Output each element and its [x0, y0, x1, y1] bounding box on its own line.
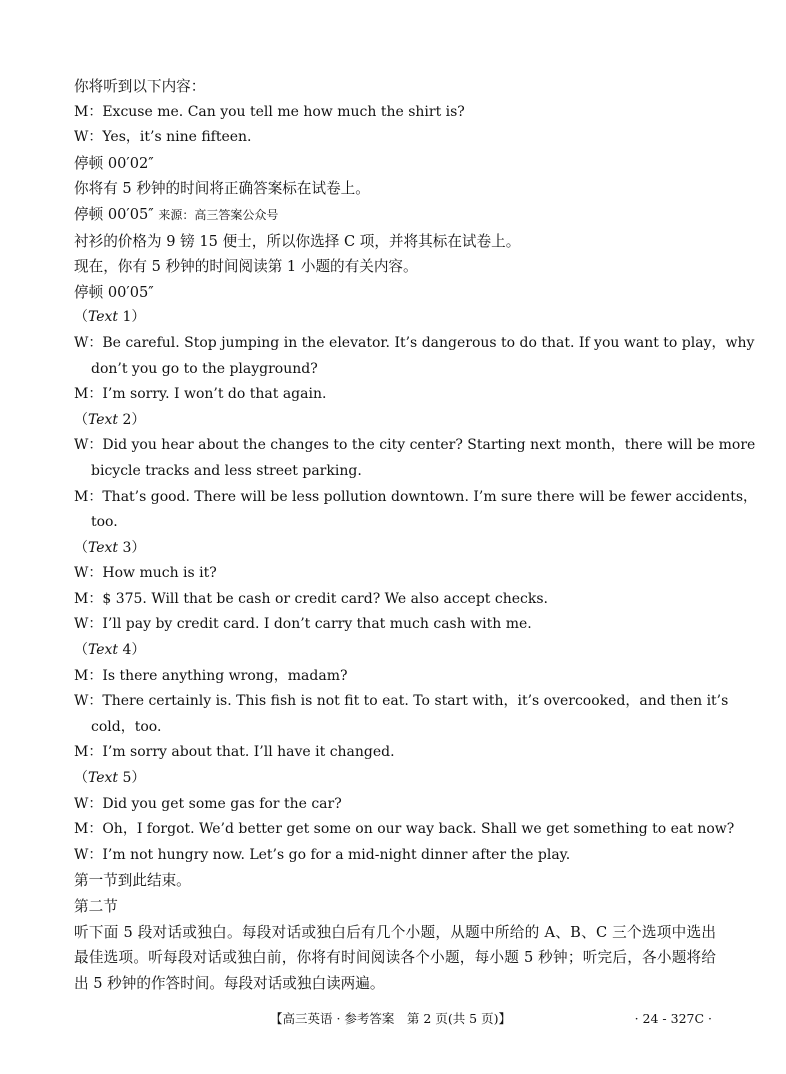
- instruction-line-2: 现在，你有 5 秒钟的时间阅读第 1 小题的有关内容。: [74, 258, 418, 276]
- text-label-open: （: [74, 539, 88, 556]
- intro-line: 你将听到以下内容：: [74, 78, 206, 95]
- pause-line-2: [74, 202, 720, 229]
- footer-page-info: 【高三英语 · 参考答案 第 2 页(共 5 页)】: [270, 1011, 511, 1026]
- text-label-number: 5）: [118, 770, 146, 787]
- pause-2-text: 停顿 00′05″: [74, 205, 154, 223]
- dialogue-line: too.: [91, 514, 118, 531]
- dialogue-line: M：Oh，I forgot. We’d better get some on our way back. Shall we get something to eat now?: [74, 821, 735, 838]
- dialogue-line: bicycle tracks and less street parking.: [91, 462, 362, 479]
- dialogue-line: M：That’s good. There will be less pollution downtown. I’m sure there will be fewer accidents，: [74, 488, 758, 505]
- dialogue-line: cold，too.: [91, 718, 162, 735]
- dialogue-line: M：I’m sorry. I won’t do that again.: [74, 386, 327, 403]
- page-footer: [0, 1009, 786, 1029]
- text-label-number: 2）: [118, 411, 146, 428]
- dialogue-texts: [74, 305, 758, 868]
- example-woman-line: W：Yes，it’s nine fifteen.: [74, 129, 252, 146]
- text-label-open: （: [74, 309, 88, 326]
- text-label-open: （: [74, 770, 88, 787]
- instruction-line-1: 你将有 5 秒钟的时间将正确答案标在试卷上。: [74, 180, 370, 198]
- dialogue-line: W：How much is it?: [74, 565, 217, 582]
- footer-code: · 24 - 327C ·: [634, 1011, 712, 1026]
- dialogue-line: M：I’m sorry about that. I’ll have it changed.: [74, 744, 395, 761]
- section-2-instructions: 听下面 5 段对话或独白。每段对话或独白后有几个小题，从题中所给的 A、B、C 三个选项中选出最佳选项。听每段对话或独白前，你将有时间阅读各个小题，每小题 5 秒钟；听完后，各小题将给出 5 秒钟的作答时间。每段对话或独白读两遍。: [74, 923, 716, 992]
- text-label-open: （: [74, 642, 88, 659]
- text-label-number: 3）: [118, 539, 146, 556]
- dialogue-line: W：I’m not hungry now. Let’s go for a mid-night dinner after the play.: [74, 846, 571, 863]
- document-body: [74, 74, 758, 996]
- pause-line-3: 停顿 00′05″: [74, 283, 154, 301]
- text-label-2: [74, 408, 720, 434]
- text-label-word: Text: [88, 770, 119, 787]
- dialogue-line: M：$ 375. Will that be cash or credit card? We also accept checks.: [74, 590, 548, 607]
- section-2-title: 第二节: [74, 898, 118, 915]
- pause-line-1: 停顿 00′02″: [74, 154, 154, 172]
- example-answer-line: 衬衫的价格为 9 镑 15 便士，所以你选择 C 项，并将其标在试卷上。: [74, 232, 521, 250]
- text-label-open: （: [74, 411, 88, 428]
- text-label-5: [74, 766, 720, 792]
- dialogue-line: don’t you go to the playground?: [91, 360, 318, 377]
- text-label-word: Text: [88, 309, 119, 326]
- text-label-number: 4）: [118, 642, 146, 659]
- text-label-4: [74, 638, 720, 664]
- source-note: 来源：高三答案公众号: [158, 207, 279, 222]
- dialogue-line: W：Did you hear about the changes to the city center? Starting next month，there will be more: [74, 437, 756, 454]
- dialogue-line: W：Be careful. Stop jumping in the elevator. It’s dangerous to do that. If you want to play，why: [74, 334, 755, 351]
- example-man-line: M：Excuse me. Can you tell me how much the shirt is?: [74, 103, 465, 120]
- dialogue-line: M：Is there anything wrong，madam?: [74, 667, 348, 684]
- dialogue-line: W：I’ll pay by credit card. I don’t carry that much cash with me.: [74, 616, 532, 633]
- text-label-3: [74, 536, 720, 562]
- text-label-word: Text: [88, 539, 119, 556]
- text-label-word: Text: [88, 411, 119, 428]
- dialogue-line: W：There certainly is. This fish is not fit to eat. To start with，it’s overcooked，and then it’s: [74, 693, 729, 710]
- text-label-1: [74, 305, 720, 331]
- text-label-word: Text: [88, 642, 119, 659]
- text-label-number: 1）: [118, 309, 146, 326]
- dialogue-line: W：Did you get some gas for the car?: [74, 795, 342, 812]
- end-of-section-1: 第一节到此结束。: [74, 872, 191, 890]
